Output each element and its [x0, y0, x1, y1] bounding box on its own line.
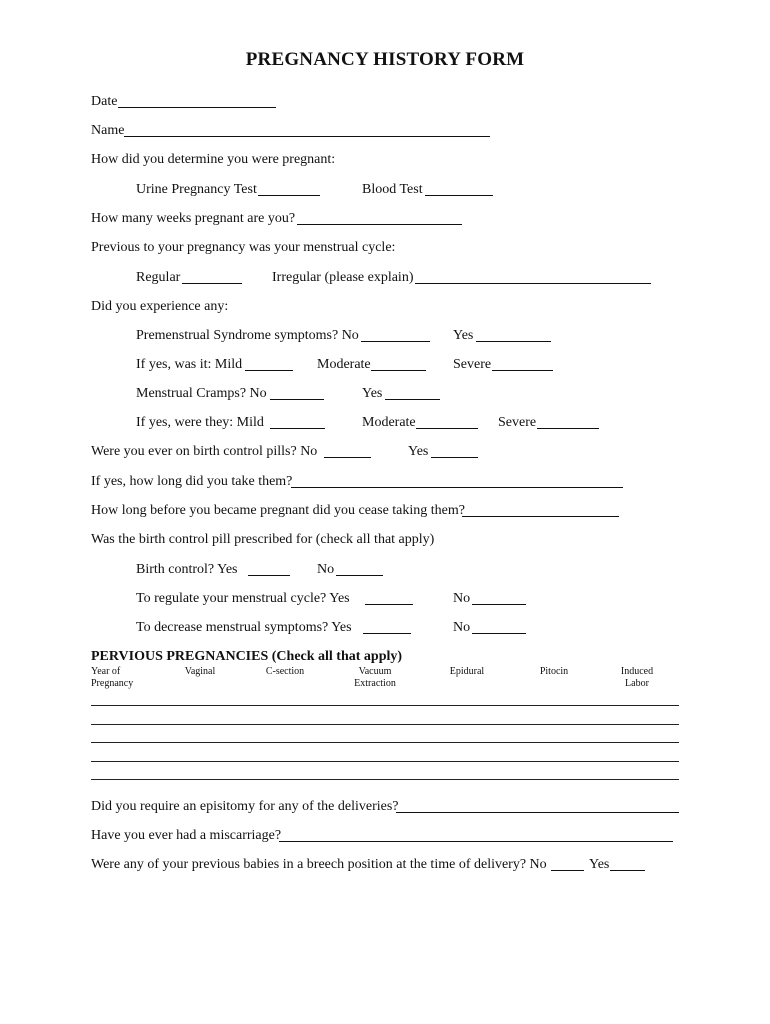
cramps-no-field[interactable]: [270, 399, 324, 400]
urine-test-field[interactable]: [258, 195, 320, 196]
breech-no-field[interactable]: [551, 870, 584, 871]
regular-label: Regular: [136, 270, 181, 285]
column-header-induced: [607, 666, 667, 690]
previous-pregnancies-heading: PERVIOUS PREGNANCIES (Check all that apply): [91, 649, 403, 664]
pms-severe-field[interactable]: [492, 370, 553, 371]
irregular-field[interactable]: [415, 283, 651, 284]
pregnancy-row-3[interactable]: [91, 742, 679, 743]
birth-control-no-field[interactable]: [324, 457, 371, 458]
date-field[interactable]: [118, 107, 276, 108]
birth-control-yes-label: Yes: [408, 444, 429, 459]
pms-moderate-label: Moderate: [317, 357, 371, 372]
decrease-no-field[interactable]: [472, 633, 526, 634]
decrease-label: To decrease menstrual symptoms? Yes: [136, 620, 352, 635]
blood-test-label: Blood Test: [362, 182, 423, 197]
column-header-vaginal-line1: Vaginal: [184, 666, 216, 677]
miscarriage-field[interactable]: [279, 841, 673, 842]
breech-yes-field[interactable]: [610, 870, 645, 871]
experience-label: Did you experience any:: [91, 299, 229, 314]
breech-yes-label: Yes: [589, 857, 610, 872]
decrease-no-label: No: [453, 620, 471, 635]
column-header-year: [91, 666, 133, 690]
bc-reason-no-label: No: [317, 562, 335, 577]
column-header-vacuum-line2: Extraction: [354, 678, 396, 689]
breech-label: Were any of your previous babies in a breech position at the time of delivery? No: [91, 857, 547, 872]
decrease-yes-field[interactable]: [363, 633, 411, 634]
regulate-no-label: No: [453, 591, 471, 606]
regulate-label: To regulate your menstrual cycle? Yes: [136, 591, 350, 606]
pregnancy-row-5[interactable]: [91, 779, 679, 780]
pregnancy-row-4[interactable]: [91, 761, 679, 762]
column-header-pitocin: [524, 666, 584, 678]
weeks-label: How many weeks pregnant are you?: [91, 211, 296, 226]
cramps-moderate-field[interactable]: [416, 428, 478, 429]
weeks-field[interactable]: [297, 224, 462, 225]
column-header-vacuum-line1: Vacuum: [358, 666, 392, 677]
column-header-pitocin-line1: Pitocin: [539, 666, 569, 677]
pregnancy-row-2[interactable]: [91, 724, 679, 725]
birth-control-label: Were you ever on birth control pills? No: [91, 444, 318, 459]
column-header-epidural: [437, 666, 497, 678]
how-long-take-field[interactable]: [291, 487, 623, 488]
cramps-yes-field[interactable]: [385, 399, 440, 400]
how-determine-label: How did you determine you were pregnant:: [91, 152, 336, 167]
regulate-no-field[interactable]: [472, 604, 526, 605]
episiotomy-label: Did you require an episitomy for any of the deliveries?: [91, 799, 399, 814]
column-header-year-line1: Year of: [91, 666, 121, 677]
cramps-severe-field[interactable]: [537, 428, 599, 429]
how-long-take-label: If yes, how long did you take them?: [91, 474, 293, 489]
pms-severe-label: Severe: [453, 357, 492, 372]
column-header-vaginal: [170, 666, 230, 678]
irregular-label: Irregular (please explain): [272, 270, 414, 285]
name-field[interactable]: [124, 136, 490, 137]
pill-prescribed-label: Was the birth control pill prescribed for (check all that apply): [91, 532, 435, 547]
pms-moderate-field[interactable]: [371, 370, 426, 371]
regulate-yes-field[interactable]: [365, 604, 413, 605]
column-header-year-line2: Pregnancy: [91, 678, 134, 689]
cramps-mild-label: If yes, were they: Mild: [136, 415, 264, 430]
column-header-vacuum: [345, 666, 405, 690]
pms-mild-field[interactable]: [245, 370, 293, 371]
column-header-epidural-line1: Epidural: [449, 666, 485, 677]
birth-control-yes-field[interactable]: [431, 457, 478, 458]
cramps-yes-label: Yes: [362, 386, 383, 401]
episiotomy-field[interactable]: [396, 812, 679, 813]
how-long-cease-label: How long before you became pregnant did you cease taking them?: [91, 503, 465, 518]
bc-reason-yes-field[interactable]: [248, 575, 290, 576]
pms-no-field[interactable]: [361, 341, 430, 342]
column-header-induced-line2: Labor: [625, 678, 649, 689]
how-long-cease-field[interactable]: [462, 516, 619, 517]
cramps-label: Menstrual Cramps? No: [136, 386, 267, 401]
column-header-induced-line1: Induced: [620, 666, 654, 677]
bc-reason-no-field[interactable]: [336, 575, 383, 576]
page-title: PREGNANCY HISTORY FORM: [245, 49, 525, 70]
date-label: Date: [91, 94, 118, 109]
pms-label: Premenstrual Syndrome symptoms? No: [136, 328, 359, 343]
miscarriage-label: Have you ever had a miscarriage?: [91, 828, 282, 843]
cramps-mild-field[interactable]: [270, 428, 325, 429]
menstrual-cycle-label: Previous to your pregnancy was your menstrual cycle:: [91, 240, 396, 255]
cramps-severe-label: Severe: [498, 415, 537, 430]
bc-reason-label: Birth control? Yes: [136, 562, 238, 577]
pms-mild-label: If yes, was it: Mild: [136, 357, 243, 372]
regular-field[interactable]: [182, 283, 242, 284]
cramps-moderate-label: Moderate: [362, 415, 416, 430]
pregnancy-row-1[interactable]: [91, 705, 679, 706]
name-label: Name: [91, 123, 125, 138]
urine-test-label: Urine Pregnancy Test: [136, 182, 257, 197]
pms-yes-label: Yes: [453, 328, 474, 343]
pms-yes-field[interactable]: [476, 341, 551, 342]
blood-test-field[interactable]: [425, 195, 493, 196]
column-header-csection: [255, 666, 315, 678]
column-header-csection-line1: C-section: [265, 666, 305, 677]
